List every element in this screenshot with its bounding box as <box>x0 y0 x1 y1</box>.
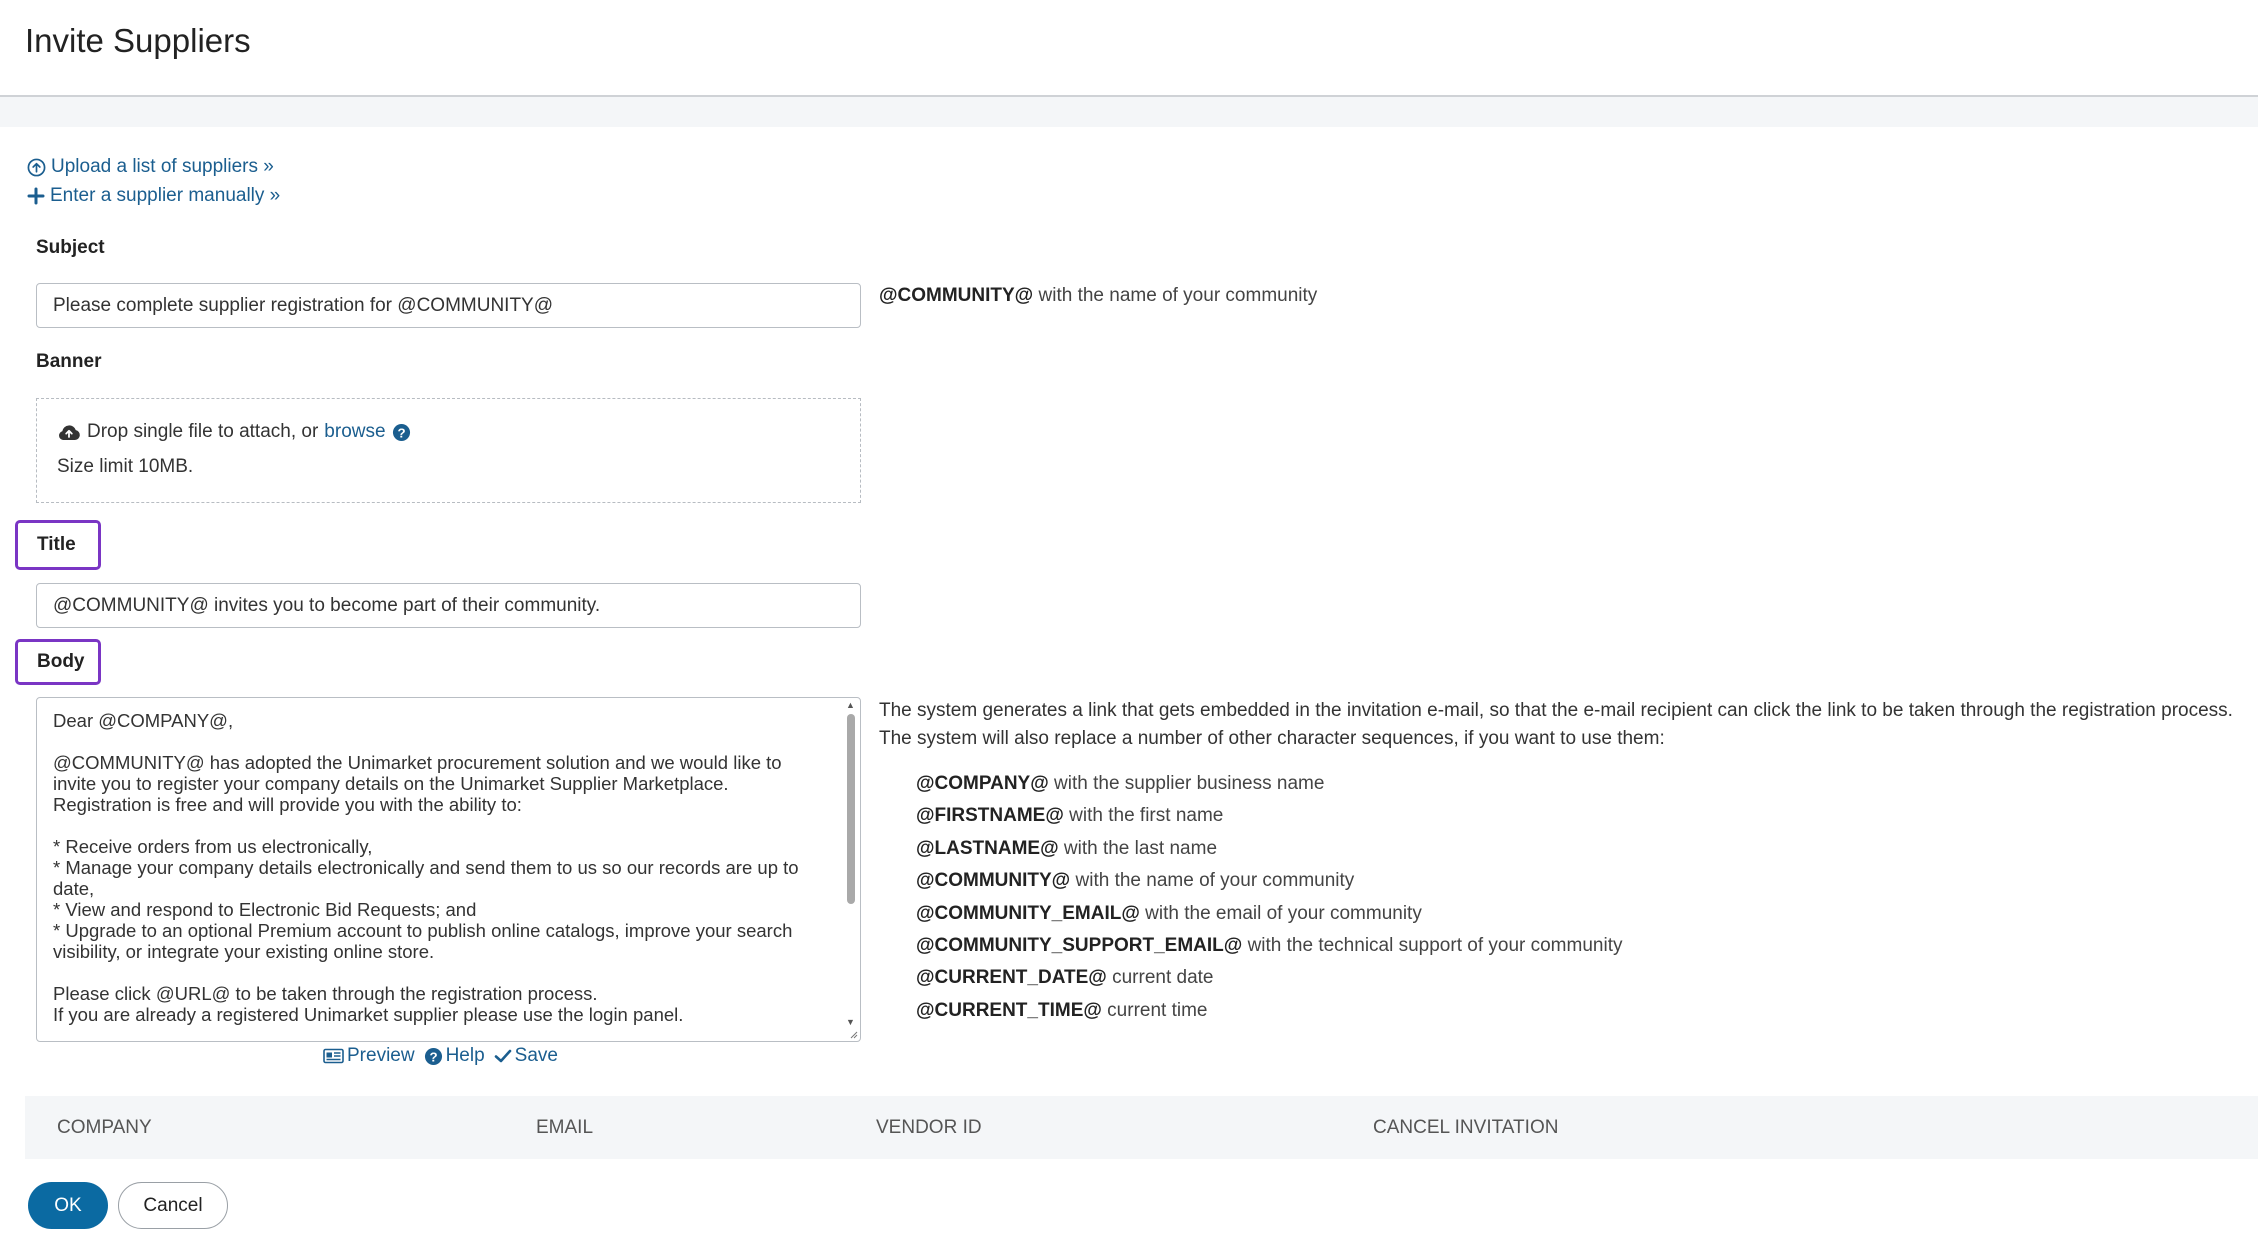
enter-supplier-manually-link[interactable] <box>27 185 280 207</box>
page-title: Invite Suppliers <box>25 22 251 59</box>
placeholder-desc: current time <box>1101 999 1208 1021</box>
body-label <box>15 639 101 685</box>
enter-supplier-label: Enter a supplier manually » <box>50 185 281 206</box>
placeholder-desc: with the last name <box>1058 837 1218 859</box>
upload-circle-icon <box>27 158 46 177</box>
column-header-vendor-id[interactable]: VENDOR ID <box>876 1117 982 1138</box>
list-item <box>916 962 1622 994</box>
placeholder-desc: with the technical support of your community <box>1242 934 1623 956</box>
svg-text:?: ? <box>396 424 406 440</box>
info-line-2: The system will also replace a number of other character sequences, if you want to use them: <box>879 728 1665 749</box>
resize-grip-icon[interactable] <box>848 1029 858 1039</box>
placeholder-desc: current date <box>1106 967 1214 989</box>
size-limit-text: Size limit 10MB. <box>57 456 194 477</box>
placeholder-token: @FIRSTNAME@ <box>916 805 1064 827</box>
placeholder-token: @COMPANY@ <box>916 773 1049 794</box>
header-subbar <box>0 97 2258 127</box>
list-item <box>916 865 1622 897</box>
help-label: Help <box>445 1045 485 1066</box>
cloud-upload-icon <box>57 423 81 441</box>
title-label-text: Title <box>37 534 76 555</box>
scroll-thumb[interactable] <box>847 714 855 904</box>
banner-label: Banner <box>36 351 102 372</box>
help-circle-icon[interactable] <box>392 423 411 442</box>
placeholder-token: @COMMUNITY_EMAIL@ <box>916 902 1140 924</box>
placeholder-desc: with the supplier business name <box>1048 773 1325 794</box>
subject-hint-text: with the name of your community <box>1033 285 1318 306</box>
placeholder-token: @CURRENT_TIME@ <box>916 999 1102 1021</box>
title-label <box>15 520 101 570</box>
subject-input[interactable] <box>36 283 861 328</box>
scroll-up-icon[interactable]: ▲ <box>846 700 855 710</box>
page-header <box>0 0 2258 97</box>
column-header-company[interactable]: COMPANY <box>57 1117 152 1138</box>
placeholder-desc: with the email of your community <box>1139 902 1422 924</box>
body-textarea[interactable] <box>36 697 861 1042</box>
list-item <box>916 995 1622 1027</box>
placeholder-list <box>916 768 1622 1027</box>
upload-suppliers-label: Upload a list of suppliers » <box>51 156 274 177</box>
info-line-1: The system generates a link that gets embedded in the invitation e-mail, so that the e-mail recipient can click the link to be taken through the registration process. <box>879 700 2233 721</box>
column-header-email[interactable]: EMAIL <box>536 1117 594 1138</box>
placeholder-token: @CURRENT_DATE@ <box>916 967 1107 989</box>
body-scrollbar[interactable] <box>844 700 858 1039</box>
list-item <box>916 898 1622 930</box>
ok-button[interactable]: OK <box>28 1182 108 1229</box>
list-item <box>916 768 1622 800</box>
dropzone-text: Drop single file to attach, or <box>87 421 319 442</box>
help-button[interactable] <box>424 1045 485 1067</box>
save-label: Save <box>514 1045 558 1066</box>
save-button[interactable] <box>494 1045 558 1067</box>
help-circle-icon <box>424 1047 443 1066</box>
preview-button[interactable] <box>323 1045 415 1067</box>
placeholder-token: @LASTNAME@ <box>916 837 1059 859</box>
preview-icon <box>323 1048 344 1064</box>
browse-link[interactable]: browse <box>324 421 386 442</box>
list-item <box>916 930 1622 962</box>
plus-icon <box>27 187 45 205</box>
title-input[interactable] <box>36 583 861 628</box>
editor-actions <box>323 1045 558 1067</box>
placeholder-desc: with the name of your community <box>1070 870 1355 892</box>
scroll-down-icon[interactable]: ▼ <box>846 1017 855 1027</box>
subject-label: Subject <box>36 237 105 258</box>
preview-label: Preview <box>347 1045 415 1066</box>
cancel-button[interactable]: Cancel <box>118 1182 228 1229</box>
placeholder-token: @COMMUNITY@ <box>916 870 1071 892</box>
body-text[interactable]: Dear @COMPANY@, @COMMUNITY@ has adopted the Unimarket procurement solution and we would like to invite you to register your company details on the Unimarket Supplier Marketplace. Registration is free and will provide you with the ability to: * Receive orders from us electronically, * Manage your company details electronically and send them to us so our records are up to date, * View and respond to Electronic Bid Requests; and * Upgrade to an optional Premium account to publish online catalogs, improve your search visibility, or integrate your existing online store. Please click @URL@ to be taken through the registration process. If you are already a registered Unimarket supplier please use the login panel. <box>53 710 799 1025</box>
subject-hint-token: @COMMUNITY@ <box>879 285 1034 306</box>
banner-dropzone[interactable] <box>36 398 861 503</box>
placeholder-desc: with the first name <box>1063 805 1224 827</box>
placeholder-token: @COMMUNITY_SUPPORT_EMAIL@ <box>916 934 1243 956</box>
list-item <box>916 800 1622 832</box>
list-item <box>916 833 1622 865</box>
upload-suppliers-link[interactable] <box>27 156 274 178</box>
checkmark-icon <box>494 1048 512 1064</box>
column-header-cancel-invitation[interactable]: CANCEL INVITATION <box>1373 1117 1559 1138</box>
body-label-text: Body <box>37 651 85 672</box>
suppliers-table-header <box>25 1096 2258 1159</box>
svg-text:?: ? <box>429 1048 438 1064</box>
placeholder-info <box>879 697 2233 753</box>
dropzone-instructions <box>57 421 411 443</box>
subject-hint <box>879 285 1317 307</box>
